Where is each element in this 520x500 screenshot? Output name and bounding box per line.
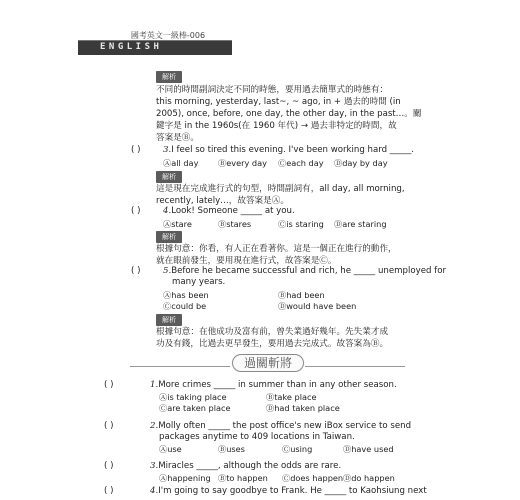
question-text: I feel so tired this evening. I've been working hard _____.: [171, 145, 415, 155]
option-b: Ⓑevery day: [218, 158, 267, 168]
explain-line: 鍵字是 in the 1960s(在 1960 年代) → 過去非特定的時間，故: [156, 121, 397, 131]
explain-tag: 解析: [156, 71, 182, 83]
option-b: Ⓑtake place: [266, 392, 317, 402]
option-d: Ⓓhad taken place: [266, 403, 340, 413]
option-d: Ⓓdo happen: [343, 473, 395, 483]
question-number: 4.: [163, 206, 172, 216]
option-c: Ⓒeach day: [278, 158, 324, 168]
question-text: I'm going to say goodbye to Frank. He _____ to Kaohsiung next: [158, 486, 427, 496]
brand-text: ENGLISH: [100, 42, 163, 52]
option-a: Ⓐhas been: [163, 290, 209, 300]
explain-line: 2005), once, before, one day, the other day, in the past…。關: [156, 109, 422, 119]
section-rule-left: [130, 366, 230, 367]
question-stem-continued: packages anytime to 409 locations in Taiwan.: [159, 432, 355, 442]
question-stem-continued: many years.: [172, 277, 226, 287]
option-d: Ⓓare staring: [334, 219, 387, 229]
question-stem: [150, 461, 341, 472]
option-a: Ⓐstare: [163, 219, 192, 229]
explain-line: recently, lately…，故答案是Ⓐ。: [156, 196, 289, 206]
explain-line: 功及有錢，比過去更早發生，要用過去完成式。故答案為Ⓑ。: [156, 339, 389, 349]
question-stem: [150, 486, 427, 497]
explain-line: 就在眼前發生，要用現在進行式，故答案是Ⓒ。: [156, 256, 337, 266]
answer-bracket[interactable]: ( ): [131, 266, 141, 276]
explain-line: 根據句意：你看，有人正在看著你。這是一個正在進行的動作，: [156, 244, 397, 254]
question-text: Miracles _____, although the odds are rare.: [158, 461, 342, 471]
explain-tag: 解析: [156, 314, 182, 326]
explain-line: 答案是Ⓑ。: [156, 133, 199, 143]
option-c: Ⓒare taken place: [159, 403, 231, 413]
question-stem: [150, 380, 397, 391]
explain-line: 這是現在完成進行式的句型，時間副詞有，all day, all morning,: [156, 184, 405, 194]
question-number: 4.: [150, 486, 159, 496]
answer-bracket[interactable]: ( ): [131, 145, 141, 155]
option-a: Ⓐis taking place: [159, 392, 227, 402]
option-d: Ⓓday by day: [334, 158, 388, 168]
option-d: Ⓓwould have been: [278, 301, 357, 311]
option-b: Ⓑstares: [218, 219, 252, 229]
question-number: 2.: [150, 421, 159, 431]
question-number: 1.: [150, 380, 159, 390]
option-a: Ⓐall day: [163, 158, 199, 168]
section-rule-right: [305, 366, 405, 367]
option-b: Ⓑto happen: [218, 473, 268, 483]
question-text: Look! Someone _____ at you.: [171, 206, 295, 216]
option-b: Ⓑuses: [218, 444, 245, 454]
answer-bracket[interactable]: ( ): [104, 421, 114, 431]
explain-line: 不同的時間副詞決定不同的時態，要用過去簡單式的時態有：: [156, 85, 389, 95]
page-header-title: 國考英文一級棒-006: [130, 31, 206, 40]
question-number: 3.: [163, 145, 172, 155]
answer-bracket[interactable]: ( ): [131, 206, 141, 216]
question-text: More crimes _____ in summer than in any other season.: [158, 380, 397, 390]
question-number: 5.: [163, 266, 172, 276]
option-a: Ⓐhappening: [159, 473, 211, 483]
answer-bracket[interactable]: ( ): [104, 486, 114, 496]
explain-line: this morning, yesterday, last~, ~ ago, in + 過去的時間 (in: [156, 97, 401, 107]
explain-tag: 解析: [156, 171, 182, 183]
section-title: 過關斬將: [232, 354, 304, 372]
explain-tag: 解析: [156, 231, 182, 243]
question-stem: [163, 266, 446, 277]
answer-bracket[interactable]: ( ): [104, 461, 114, 471]
option-c: Ⓒis staring: [278, 219, 324, 229]
option-b: Ⓑhad been: [278, 290, 325, 300]
option-c: Ⓒdoes happen: [282, 473, 344, 483]
question-number: 3.: [150, 461, 159, 471]
question-stem: [163, 206, 295, 217]
question-text: Before he became successful and rich, he _____ unemployed for: [171, 266, 446, 276]
option-c: Ⓒusing: [282, 444, 313, 454]
question-stem: [150, 421, 411, 432]
option-a: Ⓐuse: [159, 444, 182, 454]
explain-line: 根據句意：在他成功及富有前，曾失業過好幾年。先失業才成: [156, 327, 389, 337]
question-stem: [163, 145, 414, 156]
option-d: Ⓓhave used: [343, 444, 394, 454]
question-text: Molly often _____ the post office's new iBox service to send: [158, 421, 412, 431]
option-c: Ⓒcould be: [163, 301, 207, 311]
answer-bracket[interactable]: ( ): [104, 380, 114, 390]
